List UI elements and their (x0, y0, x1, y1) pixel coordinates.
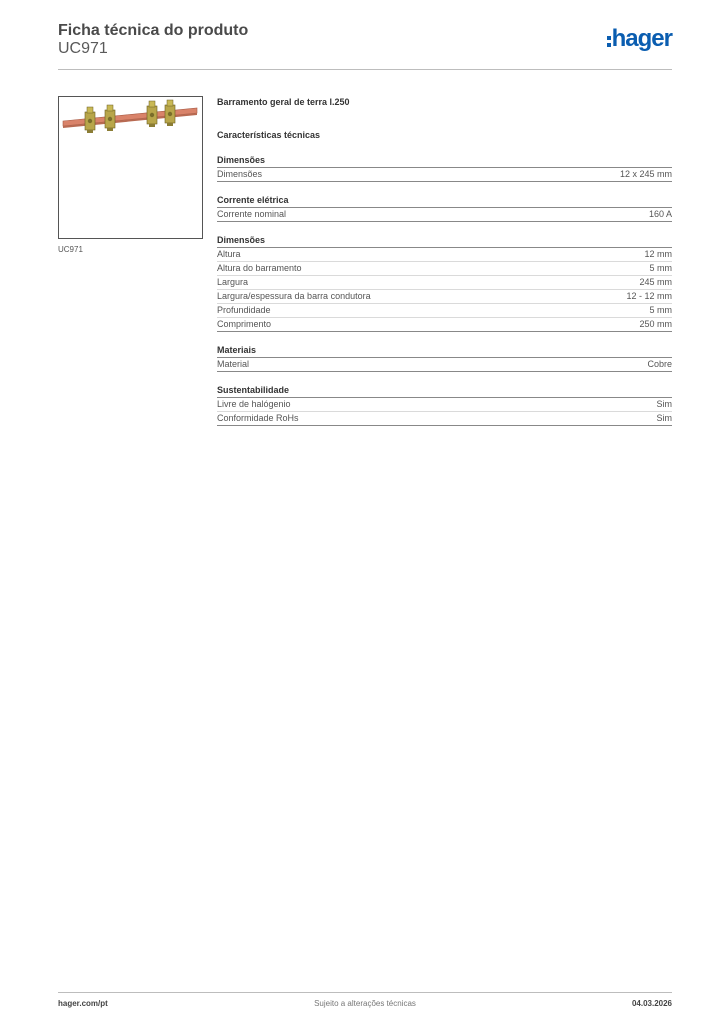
document-title: Ficha técnica do produto (58, 22, 249, 39)
spec-section (217, 344, 672, 372)
spec-value: Sim (656, 399, 672, 409)
spec-label: Corrente nominal (217, 209, 287, 219)
spec-label: Largura (217, 277, 249, 287)
spec-row (217, 276, 672, 290)
spec-label: Altura do barramento (217, 263, 302, 273)
footer-website[interactable]: hager.com/pt (58, 999, 108, 1008)
spec-row (217, 208, 672, 222)
spec-label: Material (217, 359, 250, 369)
product-name: Barramento geral de terra l.250 (217, 97, 350, 107)
terminal-clamp (147, 101, 157, 127)
product-code: UC971 (58, 40, 108, 57)
spec-label: Dimensões (217, 169, 263, 179)
spec-label: Livre de halógenio (217, 399, 291, 409)
product-image (58, 96, 203, 239)
spec-section (217, 154, 672, 182)
footer-date: 04.03.2026 (631, 999, 672, 1008)
spec-row (217, 358, 672, 372)
spec-row (217, 304, 672, 318)
spec-row (217, 412, 672, 426)
hager-logo (607, 26, 672, 52)
section-title: Materiais (217, 344, 672, 358)
page-footer (58, 992, 672, 1013)
spec-row (217, 398, 672, 412)
spec-value: 250 mm (639, 319, 672, 329)
section-title: Dimensões (217, 154, 672, 168)
terminal-clamp (85, 107, 95, 133)
spec-value: 12 - 12 mm (626, 291, 672, 301)
spec-heading: Características técnicas (217, 130, 321, 140)
spec-value: 12 x 245 mm (619, 169, 672, 179)
spec-row (217, 248, 672, 262)
logo-text: hager (611, 25, 672, 52)
section-title: Dimensões (217, 234, 672, 248)
spec-label: Comprimento (217, 319, 272, 329)
spec-value: 12 mm (644, 249, 672, 259)
spec-value: 5 mm (649, 263, 672, 273)
spec-value: 160 A (648, 209, 672, 219)
spec-value: Sim (656, 413, 672, 423)
spec-sections (217, 154, 672, 426)
spec-label: Conformidade RoHs (217, 413, 299, 423)
spec-label: Altura (217, 249, 241, 259)
spec-value: Cobre (647, 359, 672, 369)
spec-row (217, 262, 672, 276)
spec-label: Largura/espessura da barra condutora (217, 291, 371, 301)
footer-note: Sujeito a alterações técnicas (314, 999, 416, 1008)
logo-dots-icon (607, 36, 611, 47)
spec-section (217, 194, 672, 222)
section-title: Sustentabilidade (217, 384, 672, 398)
section-title: Corrente elétrica (217, 194, 672, 208)
spec-row (217, 290, 672, 304)
terminal-clamp (165, 100, 175, 126)
spec-row (217, 168, 672, 182)
spec-section (217, 384, 672, 426)
spec-content (217, 96, 672, 438)
spec-row (217, 318, 672, 332)
spec-value: 5 mm (649, 305, 672, 315)
page-header (58, 20, 672, 70)
spec-label: Profundidade (217, 305, 271, 315)
spec-section (217, 234, 672, 332)
busbar-illustration (59, 97, 202, 238)
image-caption: UC971 (58, 245, 83, 254)
spec-value: 245 mm (639, 277, 672, 287)
terminal-clamp (105, 105, 115, 131)
